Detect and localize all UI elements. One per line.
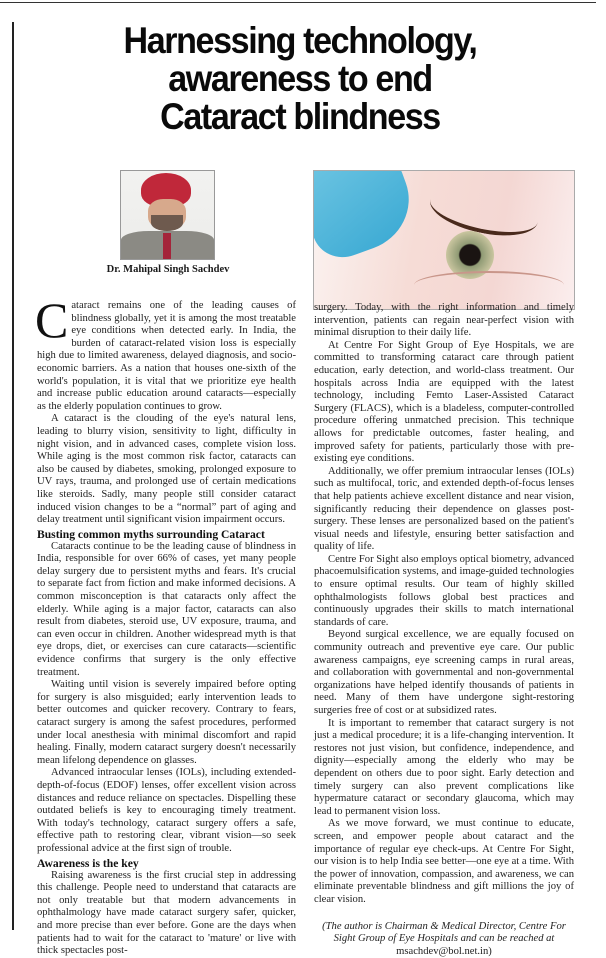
top-rule <box>0 2 596 3</box>
lower-lid-shape <box>414 271 564 299</box>
author-email: msachdev@bol.net.in) <box>396 946 492 957</box>
paragraph-text: ataract remains one of the leading causes of blindness globally, yet it is among the most treatable eye conditions when detected early. In India, the burden of cataract-related vision loss is especially high due to limited awareness, delayed diagnosis, and socio-economic barriers. As a nation that houses one-sixth of the world's population, it is vital that we prioritize eye health and increase public education around cataracts—especially as the elderly population continues to grow. <box>37 300 296 412</box>
paragraph: At Centre For Sight Group of Eye Hospitals, we are committed to transforming cataract care through patient education, early detection, and world-class treatment. Our hospitals across India are equipped with the latest technology, including Femto Laser-Assisted Cataract Surgery (FLACS), which is a bladeless, computer-controlled procedure offering unmatched precision. This technique allows for predictable outcomes, faster healing, and improved safety for patients, particularly those with pre-existing eye conditions. <box>314 340 574 466</box>
right-column <box>314 302 574 958</box>
left-column <box>37 300 296 958</box>
headline-line-3: Cataract blindness <box>160 96 440 137</box>
headline-line-2: awareness to end <box>168 58 432 99</box>
paragraph: Beyond surgical excellence, we are equally focused on community outreach and preventive eye care. Our public awareness campaigns, eye screening camps in rural areas, and collaboration with governmental and non-governmental organizations have helped identify thousands of patients in need. Many of them have undergone sight-restoring surgeries free of cost or at subsidized rates. <box>314 629 574 717</box>
left-column-rule <box>12 22 14 930</box>
headline <box>61 22 539 136</box>
paragraph: Waiting until vision is severely impaired before opting for surgery is also misguided; early intervention leads to better outcomes and quicker recovery. Contrary to fears, cataract surgery is among the safest procedures, performed under local anesthesia with minimal discomfort and rapid healing. Finally, modern cataract surgery doesn't necessarily mean lifelong dependence on glasses. <box>37 679 296 767</box>
author-caption: Dr. Mahipal Singh Sachdev <box>96 264 240 275</box>
headline-line-1: Harnessing technology, <box>124 20 477 61</box>
subhead-myths: Busting common myths surrounding Cataract <box>37 528 296 541</box>
dropcap: C <box>35 300 68 340</box>
paragraph: A cataract is the clouding of the eye's natural lens, leading to blurry vision, sensitivity to light, difficulty in night vision, and in advanced cases, complete vision loss. While aging is the most common risk factor, cataracts can also be caused by diabetes, smoking, prolonged exposure to UV rays, trauma, and prolonged use of certain medications like steroids. Sadly, many people still consider cataract induced vision changes to be a “normal” part of aging and delay treatment until significant vision impairment occurs. <box>37 413 296 526</box>
paragraph <box>37 300 296 413</box>
beard-shape <box>151 215 183 231</box>
paragraph: surgery. Today, with the right information and timely intervention, patients can regain near-perfect vision with minimal disruption to their daily life. <box>314 302 574 340</box>
paragraph: Additionally, we offer premium intraocular lenses (IOLs) such as multifocal, toric, and extended depth-of-focus lenses that help patients achieve excellent distance and near vision, significantly reducing their dependence on glasses post-surgery. These lenses are personalized based on the patient's visual needs and lifestyle, ensuring better satisfaction and quality of life. <box>314 466 574 554</box>
author-footnote <box>314 921 574 958</box>
footnote-text: (The author is Chairman & Medical Director, Centre For Sight Group of Eye Hospitals and can be reached at <box>322 921 566 945</box>
tie-shape <box>163 233 171 260</box>
paragraph: Raising awareness is the first crucial step in addressing this challenge. People need to understand that cataracts are not only treatable but that modern advancements in ophthalmology have made cataract surgery safer, quicker, and more precise than ever before. Gone are the days when patients had to wait for the cataract to 'mature' or live with thick spectacles post- <box>37 870 296 958</box>
author-photo <box>120 170 215 260</box>
paragraph: As we move forward, we must continue to educate, screen, and empower people about cataract and the importance of regular eye check-ups. At Centre For Sight, our vision is to help India see better—one eye at a time. With the power of innovation, compassion, and awareness, we can eliminate preventable blindness and gift millions the joy of clear vision. <box>314 818 574 906</box>
eye-drop-photo <box>313 170 575 310</box>
eyelash-shape <box>426 178 543 244</box>
eye-dropper-shape <box>313 170 423 266</box>
paragraph: Cataracts continue to be the leading cause of blindness in India, responsible for over 66% of cases, yet many people delay surgery due to persistent myths and fears. It's crucial to separate fact from fiction and make informed decisions. A common misconception is that cataracts only affect the elderly. While aging is a major factor, cataracts can also result from diabetes, steroid use, UV exposure, trauma, and can even occur in children. Another widespread myth is that eye drops, diet, or exercises can cure cataracts—scientific evidence confirms that surgery is the only effective treatment. <box>37 541 296 680</box>
subhead-awareness: Awareness is the key <box>37 857 296 870</box>
paragraph: Centre For Sight also employs optical biometry, advanced phacoemulsification systems, and image-guided technologies to ensure optimal results. Our team of highly skilled ophthalmologists follows global best practices and continuously upgrades their skills to match international standards of care. <box>314 554 574 630</box>
paragraph: Advanced intraocular lenses (IOLs), including extended-depth-of-focus (EDOF) lenses, offer excellent vision across distances and reduce reliance on spectacles. Dispelling these outdated beliefs is key to encouraging timely treatment. With today's technology, cataract surgery offers a safe, effective path to restoring clear, vibrant vision—so seek professional advice at the first sign of trouble. <box>37 767 296 855</box>
paragraph: It is important to remember that cataract surgery is not just a medical procedure; it is a life-changing intervention. It restores not just vision, but confidence, independence, and dignity—especially among the elderly who may be dependent on others due to poor sight. Early detection and timely surgery can also prevent complications like hypermature cataract or secondary glaucoma, which may lead to permanent vision loss. <box>314 718 574 819</box>
